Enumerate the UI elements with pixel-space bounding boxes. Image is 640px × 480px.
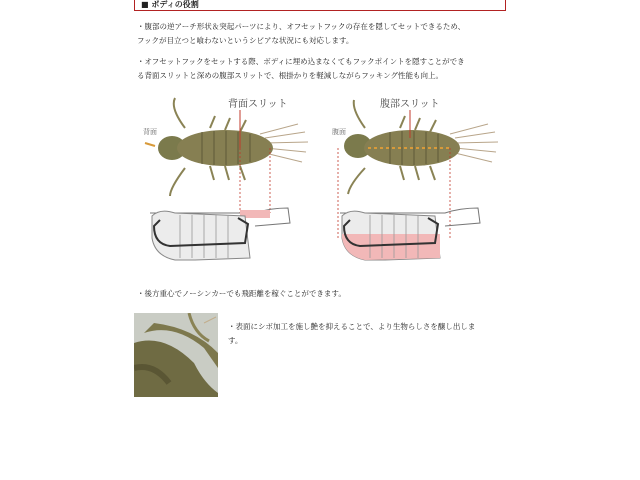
hook-diagram-belly — [340, 208, 480, 260]
back-slit-label: 背面スリット — [228, 99, 288, 110]
paragraph-weight — [137, 287, 346, 301]
section-header — [134, 0, 506, 11]
paragraph-offset-hook — [137, 20, 465, 48]
paragraph-texture — [228, 320, 475, 348]
lure-belly-view-image — [338, 100, 498, 260]
back-view-label: 背面 — [143, 128, 157, 136]
lure-back-view-image — [145, 98, 308, 260]
belly-slit-label: 腹部スリット — [380, 99, 440, 110]
texture-closeup-image — [134, 313, 218, 397]
belly-view-label: 腹面 — [332, 128, 346, 136]
paragraph-line: ・表面にシボ加工を施し艶を抑えることで、より生物らしさを醸し出しま — [228, 322, 476, 331]
paragraph-line: る背面スリットと深めの腹部スリットで、根掛かりを軽減しながらフッキング性能も向上。 — [137, 71, 443, 80]
section-title: ■ ボディの役割 — [141, 0, 199, 9]
paragraph-line: ・腹部の逆アーチ形状＆突起パーツにより、オフセットフックの存在を隠してセットできるため、 — [137, 22, 466, 31]
paragraph-slits — [137, 55, 465, 83]
paragraph-line: フックが目立つと喰わないというシビアな状況にも対応します。 — [137, 36, 354, 45]
lure-slit-figure — [130, 88, 510, 278]
paragraph-line: す。 — [228, 336, 243, 345]
paragraph-line: ・後方重心でノーシンカーでも飛距離を稼ぐことができます。 — [137, 289, 346, 298]
paragraph-line: ・オフセットフックをセットする際、ボディに埋め込まなくてもフックポイントを隠すことができ — [137, 57, 465, 66]
hook-diagram-back — [150, 208, 290, 260]
